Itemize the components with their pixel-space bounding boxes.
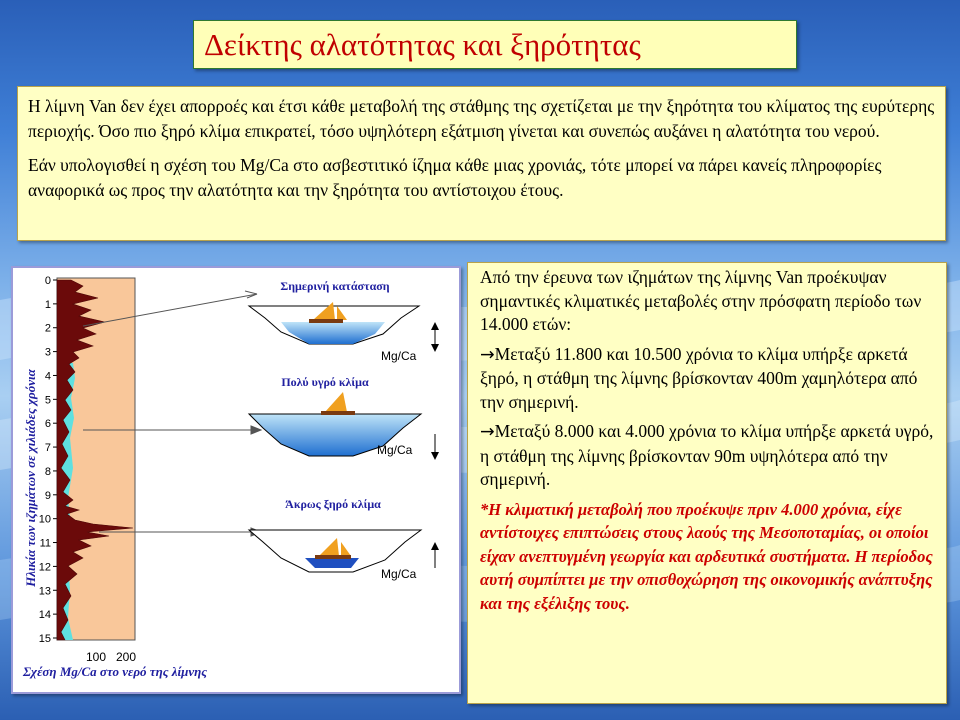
lake-van-figure (11, 266, 461, 694)
y-tick-label: 1 (44, 298, 51, 311)
page-title: Δείκτης αλατότητας και ξηρότητας (204, 27, 641, 62)
finding-wet-period (480, 420, 934, 492)
y-tick-label: 3 (44, 346, 51, 359)
panel-current (249, 279, 439, 363)
x-tick-200: 200 (115, 650, 137, 664)
panel-label-current: Σημερινή κατάσταση (280, 279, 390, 293)
intro-paragraph-1: Η λίμνη Van δεν έχει απορροές και έτσι κάθε μεταβολή της στάθμης της σχετίζεται με την ξηρότητα του κλίματος της ευρύτερης περιοχής. Όσο πιο ξηρό κλίμα επικρατεί, τόσο υψηλότερη εξάτμιση γίνεται και συνεπώς αυξάνει η αλατότητα του νερού. (28, 96, 935, 141)
panel-dry (249, 497, 439, 581)
y-tick-label: 4 (44, 370, 51, 383)
y-tick-label: 5 (44, 394, 51, 407)
right-arrow-icon: → (480, 422, 495, 442)
x-axis-label: Σχέση Mg/Ca στο νερό της λίμνης (23, 664, 208, 679)
y-tick-label: 0 (44, 275, 51, 287)
panel-label-dry: Άκρως ξηρό κλίμα (285, 497, 381, 511)
y-tick-label: 8 (44, 465, 51, 478)
finding-wet-text: Μεταξύ 8.000 και 4.000 χρόνια το κλίμα υπήρξε αρκετά υγρό, η στάθμη της λίμνης βρίσκονταν 90m υψηλότερα από την σημερινή. (480, 421, 934, 489)
y-tick-label: 7 (44, 442, 51, 455)
panel-label-wet: Πολύ υγρό κλίμα (281, 375, 369, 389)
y-tick-label: 15 (38, 633, 51, 645)
y-tick-label: 11 (39, 537, 51, 550)
y-tick-label: 6 (44, 418, 51, 431)
intro-box (17, 86, 946, 241)
y-tick-label: 2 (44, 322, 51, 335)
y-tick-label: 12 (38, 561, 51, 574)
ratio-label-dry: Mg/Ca (381, 567, 417, 581)
y-tick-label: 14 (38, 609, 51, 622)
y-axis-label: Ηλικία των ιζημάτων σε χιλιάδες χρόνια (23, 369, 38, 587)
y-tick-label: 13 (38, 585, 51, 598)
ratio-label-wet: Mg/Ca (377, 443, 413, 457)
intro-paragraph-2: Εάν υπολογισθεί η σχέση του Mg/Ca στο ασβεστιτικό ίζημα κάθε μιας χρονιάς, τότε μπορεί να πάρει κανείς πληροφορίες αναφορικά ως προς την αλατότητα και την ξηρότητα του αντίστοιχου έτους. (28, 155, 882, 200)
mesopotamia-note: *Η κλιματική μεταβολή που προέκυψε πριν 4.000 χρόνια, είχε αντίστοιχες επιπτώσεις στους λαούς της Μεσοποταμίας, οι οποίοι είχαν ανεπτυγμένη γεωργία και αρδευτικά συστήματα. Η περίοδος αυτή συμπίπτει με την οπισθοχώρηση της οικονομικής ανάπτυξης και της εξέλιξης τους. (480, 499, 933, 613)
y-ticks (39, 275, 57, 645)
finding-dry-text: Μεταξύ 11.800 και 10.500 χρόνια το κλίμα υπήρξε αρκετά ξηρό, η στάθμη της λίμνης βρίσκονταν 400m χαμηλότερα από την σημερινή. (480, 343, 918, 412)
findings-intro: Από την έρευνα των ιζημάτων της λίμνης Van προέκυψαν σημαντικές κλιματικές μεταβολές στην πρόσφατη περίοδο των 14.000 ετών: (480, 267, 922, 334)
panel-wet (249, 375, 439, 460)
right-arrow-icon: → (480, 344, 495, 365)
findings-box (467, 262, 947, 704)
figure-svg (13, 268, 459, 692)
y-tick-label: 10 (38, 513, 51, 526)
finding-dry-period (480, 343, 934, 415)
y-tick-label: 9 (44, 489, 51, 502)
x-tick-100: 100 (85, 650, 107, 664)
ratio-label-current: Mg/Ca (381, 349, 417, 363)
title-box (193, 20, 797, 69)
